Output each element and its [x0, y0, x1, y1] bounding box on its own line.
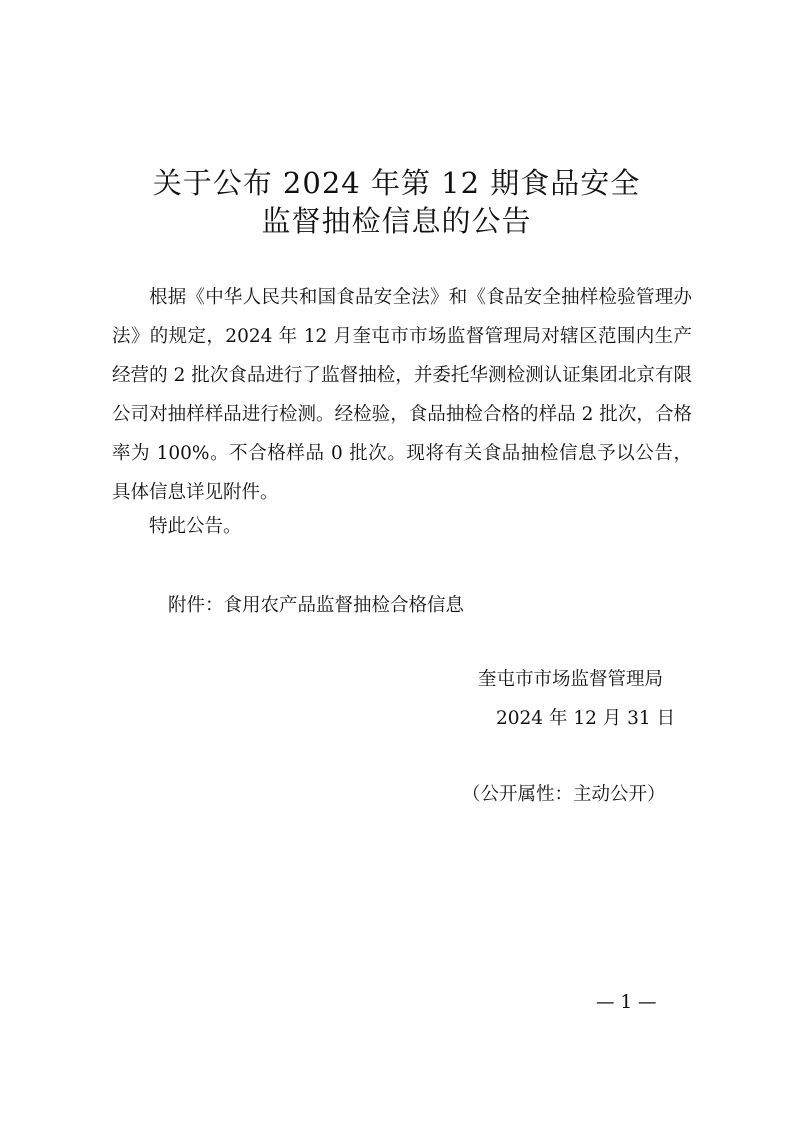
page-number: — 1 —: [596, 992, 657, 1013]
attachment-line: 附件：食用农产品监督抽检合格信息: [168, 595, 465, 616]
closing-statement: 特此公告。: [149, 516, 242, 537]
issuer-name: 奎屯市市场监督管理局: [478, 669, 664, 690]
issue-date: 2024 年 12 月 31 日: [496, 708, 676, 729]
title-line-2: 监督抽检信息的公告: [261, 204, 532, 238]
body-paragraph: 根据《中华人民共和国食品安全法》和《食品安全抽样检验管理办法》的规定，2024 年 12 月奎屯市市场监督管理局对辖区范围内生产经营的 2 批次食品进行了监督抽检，并委托华测检测认证集团北京有限公司对抽样样品进行检测。经检验，食品抽检合格的样品 2 批次，合格率为 100%。不合格样品 0 批次。现将有关食品抽检信息予以公告，具体信息详见附件。: [112, 287, 692, 503]
disclosure-attribute: （公开属性：主动公开）: [462, 784, 666, 805]
title-line-1: 关于公布 2024 年第 12 期食品安全: [152, 166, 641, 200]
announcement-body: [112, 278, 692, 512]
